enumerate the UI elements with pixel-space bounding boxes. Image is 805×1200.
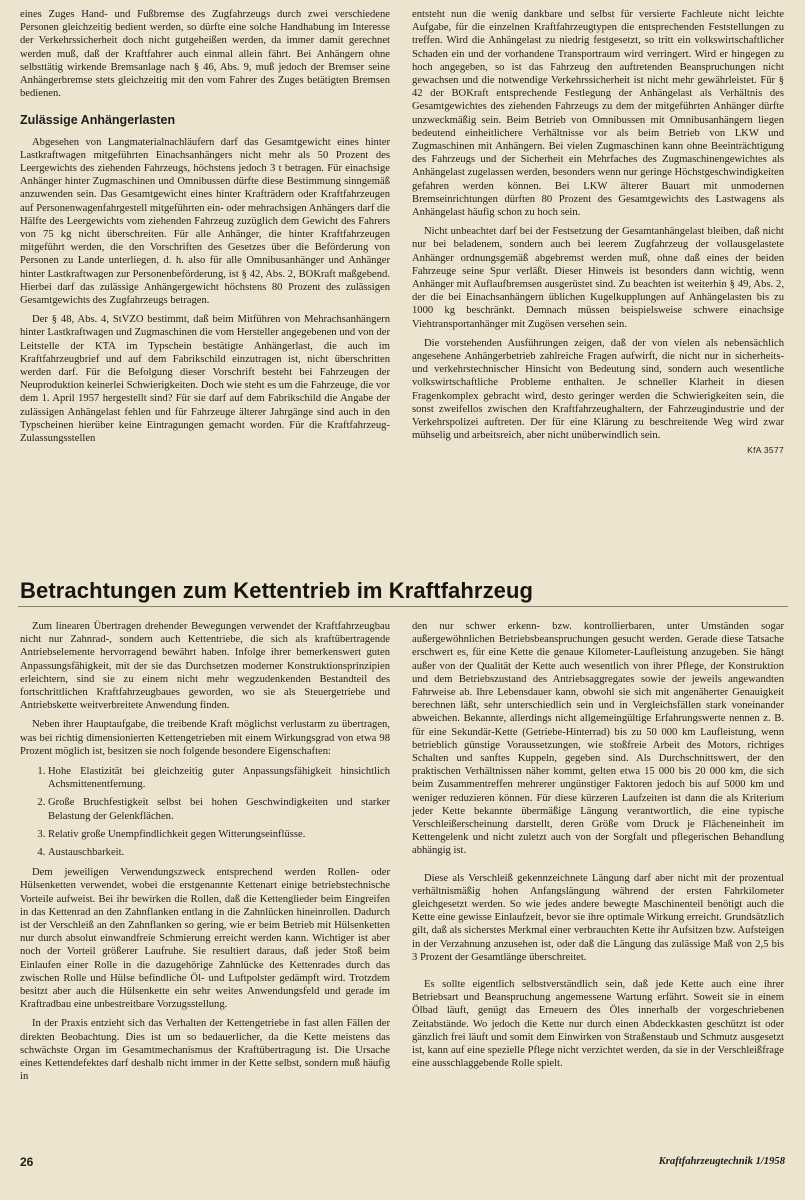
article-right-column xyxy=(412,620,784,1071)
body-paragraph: Neben ihrer Hauptaufgabe, die treibende Kraft möglichst verlustarm zu übertragen, was bei richtig dimensionierten Kettengetrieben mit einem Wirkungsgrad von etwa 98 Prozent möglich ist, besitzen sie noch folgende besondere Eigenschaften: xyxy=(20,719,390,757)
author-code: KfA 3577 xyxy=(747,444,784,455)
body-paragraph: den nur schwer erkenn- bzw. kontrollierbaren, unter Umständen sogar außergewöhnlichen Betriebsbeanspruchungen gesucht werden. Gerade diese Tatsache erschwert es, für eine Kette die genaue Kilometer-Laufleistung anzugeben. Sie hängt außer von der Qualität der Kette auch wesentlich von ihrer Pflege, der Konstruktion und dem Betriebszustand des Antriebsaggregates sowie der jeweils angewandten Fahrweise ab. Ihre Lebensdauer kann, obwohl sie sich mit angenäherter Genauigkeit berechnen läßt, sehr unterschiedlich sein und in Vergleichsfällen stark voneinander abweichen. Bekannte, allerdings nicht allgemeingültige Erfahrungswerte nennen z. B. für eine Sekundär-Kette (Getriebe-Hinterrad) bis zu 50 000 km Laufleistung, wenn betrieblich günstige Voraussetzungen, wie stoßfreie Arbeit des Motors, richtiges Schalten und sanftes Kuppeln, gegeben sind. Als Durchschnittswert, der den praktischen Verhältnissen näher kommt, gelten etwa 15 000 bis 20 000 km, die sich beim Zusammentreffen mehrerer ungünstiger Faktoren jedoch bis auf 5000 km und weniger reduzieren können. Für diese kürzeren Laufzeiten ist dann die als Kriterium jeder Kette bekannte übermäßige Längung verantwortlich, die eine typische Verschleißerscheinung darstellt, deren Größe vom Druck je Flächeneinheit im Kettengelenk und nicht zuletzt auch von der Sorgfalt und pflegerischen Behandlung abhängig ist. xyxy=(412,621,784,857)
body-paragraph: Es sollte eigentlich selbstverständlich sein, daß jede Kette auch eine ihrer Betriebsart und Beanspruchung angemessene Wartung erfährt. Soweit sie in einem Ölbad läuft, genügt das Erneuern des Öles innerhalb der vorgeschriebenen Zeitabstände. Wo jedoch die Kette nur durch einen Abdeckkasten geschützt ist oder gänzlich frei läuft und somit dem Einwirken von Straßenstaub und Schmutz ausgesetzt ist, kann auf eine spezielle Pflege nicht verzichtet werden, da sie in der Verschleißfrage eine ausschlaggebende Rolle spielt. xyxy=(412,979,784,1070)
author-code-row xyxy=(412,443,784,457)
article-left-column xyxy=(20,620,390,1084)
properties-list xyxy=(20,765,390,859)
upper-right-column xyxy=(412,8,784,457)
article-title: Betrachtungen zum Kettentrieb im Kraftfahrzeug xyxy=(20,578,534,603)
section-heading: Zulässige Anhängerlasten xyxy=(20,113,176,128)
body-paragraph: Nicht unbeachtet darf bei der Festsetzung der Gesamtanhängelast bleiben, daß nicht nur bei beladenem, sondern auch bei leerem Zugfahrzeug der vollausgelastete Anhänger ordnungsgemäß abgebremst werden muß, ohne daß eines der beiden Fahrzeuge seine Spur verläßt. Dieser Hinweis ist besonders dann wichtig, wenn Anhänger mit Auflaufbremsen ausgerüstet sind. Zu beachten ist weiterhin § 49, Abs. 2, der die bei Einachsanhängern üblichen Kugelkupplungen auf Anhängelasten bis zu 1000 kg beschränkt. Demnach müssen beispielsweise schwere einachsige Viehtransportanhänger mit Zugösen versehen sein. xyxy=(412,226,784,330)
title-rule xyxy=(18,606,788,607)
body-paragraph: Diese als Verschleiß gekennzeichnete Längung darf aber nicht mit der prozentual verhältnismäßig hohen Anfangslängung während der ersten Fahrkilometer gleichgesetzt werden. So wie jedes andere bewegte Maschinenteil benötigt auch die Kette eine gewisse Einlaufzeit, bevor sie ihre optimale Wirkung erreicht. Grundsätzlich gilt, daß als sicherstes Merkmal einer verbrauchten Kette ihr Aufsitzen bzw. Aufsteigen in der Verzahnung anzusehen ist, oder daß die Längung das zulässige Maß von 2,5 bis 3 Prozent der Gesamtlänge überschreitet. xyxy=(412,872,784,963)
body-paragraph: Zum linearen Übertragen drehender Bewegungen verwendet der Kraftfahrzeugbau nicht nur Zahnrad-, sondern auch Kettentriebe, die sich als kraftübertragende Antriebselemente hervorragend bewährt haben. Infolge ihrer bemerkenswert guten Anpassungsfähigkeit, mit der sie das Durchsetzen moderner Konstruktionsprinzipien erleichtern, sind sie zu einem nicht mehr wegzudenkenden Bestandteil des fortschrittlichen Kraftfahrzeugbaues geworden, wo sie als Steuergetriebe und Antriebskette weitverbreitete Anwendung finden. xyxy=(20,621,390,712)
journal-issue: Kraftfahrzeugtechnik 1/1958 xyxy=(658,1156,785,1167)
list-item: 1. Hohe Elastizität bei gleichzeitig guter Anpassungsfähigkeit hinsichtlich Achsmittenentfernung. xyxy=(48,765,390,791)
body-paragraph: entsteht nun die wenig dankbare und selbst für versierte Fachleute nicht leichte Aufgabe, für die einzelnen Kraftfahrzeugtypen die entsprechenden Feststellungen zu treffen. Wird die Anhängelast zu niedrig festgesetzt, so tritt ein volkswirtschaftlicher Schaden ein und der vorhandene Transportraum wird verringert. Wird er hingegen zu hoch angegeben, so ist das Fahrzeug den auftretenden Beanspruchungen nicht gewachsen und die notwendige Verkehrssicherheit ist nicht mehr gewährleistet. Für § 42 der BOKraft entsprechende Festlegung der Anhängelast als Verhältnis des Gesamtgewichtes des ziehenden Fahrzeugs zu dem der mitgeführten Anhänger dürfte unzweckmäßig sein. Beim Betrieb von Omnibussen mit Omnibusanhängern liegen bedeutend einheitlichere Verhältnisse vor als beim Betrieb von LKW und Zugmaschinen mit Anhängern. Bei vielen Zugmaschinen kann ohne Beeinträchtigung des Fahrzeugs und der Sicherheit ein Mehrfaches des Zugmaschinengewichtes als Anhängelast zugelassen werden, besonders wenn nur geringe Höchstgeschwindigkeiten gefahren werden können. Bei LKW älterer Bauart mit unmodernen Bremseinrichtungen dürften 80 Prozent des Gesamtgewichts des Lastwagens als Anhängelast häufig schon zu hoch sein. xyxy=(412,9,784,219)
body-paragraph: Dem jeweiligen Verwendungszweck entsprechend werden Rollen- oder Hülsenketten verwendet, wobei die erstgenannte Kettenart einige betriebstechnische Vorteile aufweist. Bei ihr bewirken die Rollen, daß die Kettenglieder beim Eingreifen in das Kettenrad an den Zahnflanken entlang in die Zahnlücken hineinrollen. Dadurch ist der Verschleiß an den Zahnflanken so gering, wie er beim Betrieb mit Hülsenketten nur durch absolut einwandfreie Schmierung erreicht werden kann. Wichtiger ist aber noch der Vorteil größerer Laufruhe. Sie resultiert daraus, daß jeder Stoß beim Einlaufen einer Rolle in die dazugehörige Zahnlücke des Kettenrades durch das zwischen Rolle und Hülse befindliche Öl- und Luftpolster gedämpft wird. Trotzdem besitzt aber auch die Hülsenkette ein sehr weites Anwendungsfeld und gerade im Kraftradbau eine unbestreitbare Vorzugsstellung. xyxy=(20,867,390,1011)
body-paragraph: Der § 48, Abs. 4, StVZO bestimmt, daß beim Mitführen von Mehrachsanhängern hinter Lastkraftwagen und Zugmaschinen die vom Hersteller angegebenen und von der Leitstelle der KTA im Typschein bestätigte Anhängerlast, die auch im Kraftfahrzeugbrief und auf dem Fabrikschild einzutragen ist, nicht überschritten werden darf. Für die Befolgung dieser Vorschrift besteht bei Fahrzeugen der Neuproduktion keinerlei Schwierigkeiten. Doch wie steht es um die Fahrzeuge, die vor dem 1. April 1957 hergestellt sind? Für sie darf auf dem Fabrikschild die Angabe der zulässigen Anhängelast fehlen und für Fahrzeuge älterer Jahrgänge sind auch in den Typscheinen hierüber keine Eintragungen gemacht worden. Für die Kraftfahrzeug-Zulassungsstellen xyxy=(20,314,390,445)
list-item: 3. Relativ große Unempfindlichkeit gegen Witterungseinflüsse. xyxy=(48,828,390,841)
upper-left-column xyxy=(20,8,390,445)
body-paragraph: Die vorstehenden Ausführungen zeigen, daß der von vielen als nebensächlich angesehene Anhängerbetrieb zahlreiche Fragen aufwirft, die nicht nur in sicherheits- und verkehrstechnischer Hinsicht von Bedeutung sind, sondern auch wesentliche volkswirtschaftliche Probleme enthalten. Je schneller Klarheit in diesen Fragenkomplex gebracht wird, desto geringer werden die Schwierigkeiten sein, die sonst zweifellos zwischen den Kraftfahrzeughaltern, der Fahrzeugindustrie und der Verkehrspolizei auftreten. Der für eine Klärung zu beschreitende Weg wird zwar mühselig und arbeitsreich, aber nicht unüberwindlich sein. xyxy=(412,337,784,442)
page-number: 26 xyxy=(20,1155,34,1169)
body-paragraph: In der Praxis entzieht sich das Verhalten der Kettengetriebe in fast allen Fällen der direkten Beobachtung. Dies ist um so bedauerlicher, da die Kette meistens das schwächste Organ im Gesamtmechanismus der Kraftübertragung ist. Die Ursache eines Kettendefektes darf deshalb nicht immer in der Kette selbst, sondern muß häufig in xyxy=(20,1018,390,1083)
body-paragraph: Abgesehen von Langmaterialnachläufern darf das Gesamtgewicht eines hinter Lastkraftwagen mitgeführten Einachsanhängers nicht mehr als 50 Prozent des Leergewichts des ziehenden Fahrzeugs, höchstens jedoch 3 t betragen. Für einachsige Anhänger hinter Zugmaschinen und Omnibussen dürfte diese Bestimmung sinngemäß anzuwenden sein. Das Gesamtgewicht eines hinter Krafträdern oder Kraftfahrzeugen auf Personenwagenfahrgestell mitgeführten ein- oder mehrachsigen Anhängers darf die Hälfte des Leergewichts vom ziehenden Fahrzeug zuzüglich dem Gewicht des Fahrers von 75 kg nicht überschreiten. Für alle Anhänger, die hinter Kraftfahrzeugen mitgeführt werden, die den Vorschriften des Gesetzes über die Beförderung von Personen zu Lande unterliegen, d. h. also für alle Omnibusanhänger und Anhänger hinter Lastkraftwagen zur Personenbeförderung, ist § 42, Abs. 2, BOKraft maßgebend. Hierbei darf das zulässige Anhängergewicht höchstens 80 Prozent des zulässigen Gesamtgewichts des Zugfahrzeugs betragen. xyxy=(20,136,390,307)
list-item: 2. Große Bruchfestigkeit selbst bei hohen Geschwindigkeiten und starker Belastung der Gelenkflächen. xyxy=(48,796,390,822)
list-item: 4. Austauschbarkeit. xyxy=(48,846,390,859)
intro-paragraph: eines Zuges Hand- und Fußbremse des Zugfahrzeugs durch zwei verschiedene Personen gleichzeitig bedient werden, so dürfte eine solche Handhabung im Interesse der Verkehrssicherheit doch nicht gutgeheißen werden, da immer damit gerechnet werden muß, daß der Kraftfahrer auch einmal allein fährt. Bei Anhängern ohne selbsttätig wirkende Bremsanlage nach § 46, Abs. 9, muß jedoch der Bremser seine Anhängerbremse stets gleichzeitig mit den vom Fahrer des Zuges betätigten Bremsen bedienen. xyxy=(20,9,390,100)
